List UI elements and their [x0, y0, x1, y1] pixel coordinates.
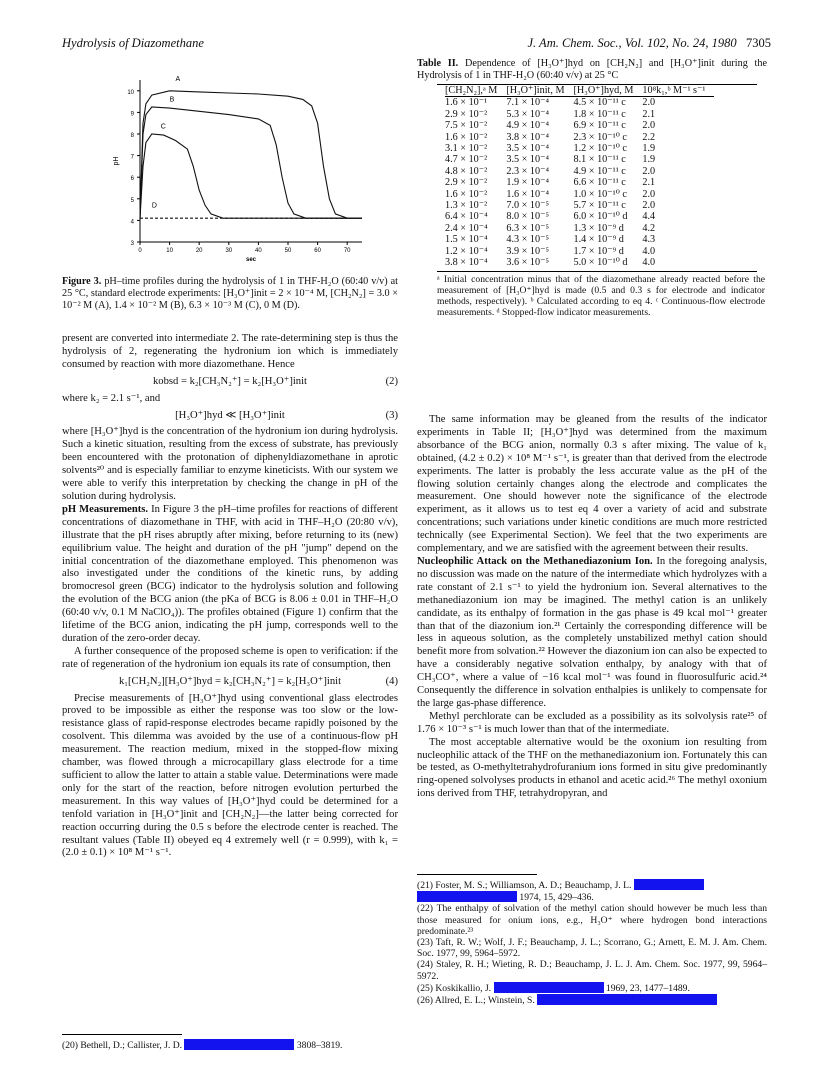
table-row: [445, 154, 714, 165]
table-cell: 4.2: [642, 222, 656, 234]
curve-label: A: [175, 76, 181, 84]
series-line-c: [140, 134, 362, 218]
footnote-21: (21) Foster, M. S.; Williamson, A. D.; Beauchamp, J. L. 1974, 15, 429–436.: [417, 879, 767, 903]
table-row: [445, 211, 714, 222]
figure-3-chart: [100, 72, 370, 272]
table-cell: 1.9 × 10⁻⁴: [506, 177, 550, 189]
table-cell: 8.0 × 10⁻⁵: [506, 211, 550, 223]
table-header-cell: [CH₂N₂],ᵃ M: [445, 85, 506, 97]
y-tick-label: 10: [127, 89, 134, 96]
equation-number: (2): [385, 375, 398, 387]
table-cell: 8.1 × 10⁻¹¹ c: [573, 154, 626, 166]
table-row: [445, 166, 714, 177]
table-row: [445, 257, 714, 268]
y-tick-label: 5: [130, 197, 134, 204]
table-cell: 1.3 × 10⁻⁹ d: [573, 222, 624, 234]
footnotes-left: [62, 1028, 398, 1051]
equation-body: k₁[CH₂N₂][H₃O⁺]hyd = k₂[CH₃N₂⁺] = k₂[H₃O⁺]init: [118, 675, 342, 687]
curve-label: B: [169, 96, 175, 104]
journal-name: J. Am. Chem. Soc.,: [527, 36, 622, 50]
table-note: ᵃ Initial concentration minus that of the diazomethane already reacted before the measurement of [H₃O⁺]hyd is made (0.5 and 0.3 s for electrode and indicator methods, respectively). ᵇ Calculated according to eq 4. ᶜ Continuous-flow electrode measurements. ᵈ Stopped-flow indicator measurements.: [437, 273, 765, 318]
table-cell: 1.9: [642, 143, 656, 155]
equation-number: (3): [385, 409, 398, 421]
table-cell: 2.1: [642, 177, 656, 189]
equation-body: [H₃O⁺]hyd ≪ [H₃O⁺]init: [175, 409, 285, 421]
table-cell: 6.9 × 10⁻¹¹ c: [573, 120, 626, 132]
x-tick-label: 40: [255, 248, 262, 254]
x-tick-label: 10: [166, 248, 173, 254]
table-cell: 3.1 × 10⁻²: [445, 143, 488, 155]
table-cell: 1.2 × 10⁻¹⁰ c: [573, 143, 627, 155]
table-cell: 4.9 × 10⁻⁴: [506, 120, 550, 132]
table-2-title: [417, 58, 767, 82]
table-cell: 4.3 × 10⁻⁵: [506, 234, 550, 246]
table-cell: 2.3 × 10⁻¹⁰ c: [573, 131, 627, 143]
journal-volume: Vol. 102, No. 24, 1980: [624, 36, 737, 50]
table-header-cell: [H₃O⁺]hyd, M: [574, 85, 643, 97]
page-number: 7305: [746, 36, 771, 50]
table-cell: 3.9 × 10⁻⁵: [506, 245, 550, 257]
footnote-23: (23) Taft, R. W.; Wolf, J. F.; Beauchamp, J. L.; Scorrano, G.; Arnett, E. M. J. Am. Chem. Soc. 1977, 99, 5964–5972.: [417, 937, 767, 960]
x-tick-label: 0: [138, 248, 142, 254]
left-column: [62, 333, 398, 860]
table-cell: 4.0: [642, 257, 656, 269]
table-cell: 1.6 × 10⁻²: [445, 188, 488, 200]
table-cell: 1.6 × 10⁻¹: [445, 97, 488, 109]
table-cell: 2.0: [642, 165, 656, 177]
curve-label: D: [151, 202, 157, 210]
x-tick-label: 20: [195, 248, 203, 254]
table-cell: 4.5 × 10⁻¹¹ c: [573, 97, 626, 109]
paragraph: where k₂ = 2.1 s⁻¹, and: [62, 392, 161, 404]
table-cell: 6.0 × 10⁻¹⁰ d: [573, 211, 628, 223]
table-cell: 3.5 × 10⁻⁴: [506, 154, 550, 166]
table-cell: 5.3 × 10⁻⁴: [506, 108, 550, 120]
table-cell: 3.6 × 10⁻⁵: [506, 257, 550, 269]
table-cell: 2.9 × 10⁻²: [445, 177, 488, 189]
equation-body: kobsd = k₂[CH₃N₂⁺] = k₂[H₃O⁺]init: [152, 375, 307, 387]
table-cell: 1.5 × 10⁻⁴: [445, 234, 488, 246]
table-cell: 4.3: [642, 234, 656, 246]
table-cell: 3.8 × 10⁻⁴: [445, 257, 488, 269]
table-cell: 4.0: [642, 245, 656, 257]
right-column: [417, 414, 767, 801]
footnote-rule: [417, 874, 537, 875]
table-cell: 2.4 × 10⁻⁴: [445, 222, 488, 234]
table-header-cell: 10⁸k₁,ᵇ M⁻¹ s⁻¹: [642, 85, 714, 97]
footnote-26: (26) Allred, E. L.; Winstein, S.: [417, 994, 767, 1006]
paragraph: present are converted into intermediate 2. The rate-determining step is thus the hydrolysis of 2, regenerating the hydronium ion which is immediately consumed by reaction with more diazomethane. Hence: [62, 333, 398, 370]
table-cell: 2.3 × 10⁻⁴: [506, 165, 550, 177]
section-heading: Nucleophilic Attack on the Methanediazonium Ion.: [417, 555, 653, 567]
figure-caption-label: Figure 3.: [62, 276, 102, 287]
equation-3: [62, 410, 398, 423]
table-cell: 2.1: [642, 108, 656, 120]
x-tick-label: 70: [343, 248, 351, 254]
series-line-b: [140, 107, 362, 218]
y-tick-label: 7: [130, 154, 134, 161]
data-table: [445, 85, 714, 269]
paragraph: Methyl perchlorate can be excluded as a possibility as its solvolysis rate²⁵ of 1.76 × 10⁻³ s⁻¹ is much lower than that of the intermediate.: [417, 710, 767, 735]
table-row: [445, 189, 714, 200]
equation-4: [62, 676, 398, 689]
table-cell: 5.7 × 10⁻¹¹ c: [573, 200, 626, 212]
paragraph-text: In Figure 3 the pH–time profiles for reactions of different concentrations of diazomethane in THF, with acid in THF–H₂O (20:80 v/v), illustrate that the pH rises abruptly after mixing, before returning to its (new) equilibrium value. The height and duration of the pH "jump" depend on the initial concentration of the diazomethane employed. This phenomenon was also investigated under the conditions of the kinetic runs, by adding bromocresol green (BCG) indicator to the hydrolysis solution and following the evolution of the BCG anion (the pKa of BCG is 8.06 ± 0.01 in THF–H₂O (60:40 v/v, 0.1 M NaClO₄)). The profiles obtained (Figure 1) confirm that the lifetime of the BCG anion, indicating the pH jump, corresponds well to the duration of the zero-order decay.: [62, 503, 398, 644]
footnotes-right: [417, 868, 767, 1006]
table-cell: 1.4 × 10⁻⁹ d: [573, 234, 624, 246]
table-cell: 3.5 × 10⁻⁴: [506, 143, 550, 155]
series-line-a: [140, 91, 362, 218]
table-cell: 6.4 × 10⁻⁴: [445, 211, 488, 223]
x-axis-label: sec: [245, 257, 257, 263]
table-cell: 2.0: [642, 120, 656, 132]
table-row: [445, 97, 714, 109]
table-row: [445, 200, 714, 211]
table-cell: 3.8 × 10⁻⁴: [506, 131, 550, 143]
table-cell: 4.8 × 10⁻²: [445, 165, 488, 177]
table-cell: 2.9 × 10⁻²: [445, 108, 488, 120]
table-header-cell: [H₃O⁺]init, M: [506, 85, 573, 97]
footnote-24: (24) Staley, R. H.; Wieting, R. D.; Beauchamp, J. L. J. Am. Chem. Soc. 1977, 99, 5964–5972.: [417, 959, 767, 982]
table-cell: 1.0 × 10⁻¹⁰ c: [573, 188, 627, 200]
paragraph-text: In the foregoing analysis, no discussion was made on the nature of the intermediate which hydrolyzes with a rate constant of 2.1 s⁻¹ to yield the hydronium ion. Several alternatives to the methanediazonium ion may be imagined. The methyl cation is an unlikely candidate, as its enthalpy of formation in the gas phase is 49 kcal mol⁻¹ greater than that of the diazonium ion.²¹ Certainly the corresponding difference will be less in aqueous solution, as the completely unstabilized methyl cation should benefit more from solvation.²² However the diazonium ion can also be expected to have a considerably negative solvation enthalpy, by analogy with that of CH₃CO⁺, where a value of −16 kcal mol⁻¹ was found in fluorosulfuric acid.²⁴ Consequently the difference in solvation enthalpies is unlikely to compensate for the large gas-phase difference.: [417, 555, 767, 709]
table-2: [417, 84, 767, 318]
redaction-box: [184, 1039, 294, 1050]
equation-2: [62, 376, 398, 389]
table-cell: 1.6 × 10⁻⁴: [506, 188, 550, 200]
y-tick-label: 9: [130, 111, 134, 118]
table-cell: 2.0: [642, 97, 656, 109]
paragraph: The same information may be gleaned from the results of the indicator experiments in Table II; [H₃O⁺]hyd was determined from the maximum absorbance of the BCG anion, normally 0.3 s after mixing. The value of k₁ obtained, (4.2 ± 0.2) × 10⁸ M⁻¹ s⁻¹, is greater than that derived from the electrode experiments. The latter is probably the less accurate value as the pH of the flowing solution certainly changes along the electrode and complicates the measurement. One should however note the significance of the electrode experiment, as it allows us to test eq 4 over a variety of acid and substrate concentrations; such variations under kinetic conditions are much more restricted technically (see Experimental Section). We feel that the two experiments are complementary, and we are satisfied with the agreement between their results.: [417, 414, 767, 555]
y-tick-label: 8: [130, 133, 134, 139]
y-tick-label: 4: [130, 219, 134, 226]
table-cell: 4.4: [642, 211, 656, 223]
y-tick-label: 6: [130, 176, 134, 183]
table-cell: 6.6 × 10⁻¹¹ c: [573, 177, 626, 189]
table-title-label: Table II.: [417, 58, 459, 69]
section-heading: pH Measurements.: [62, 503, 149, 515]
x-tick-label: 50: [284, 248, 292, 254]
table-row: [445, 120, 714, 131]
table-row: [445, 109, 714, 120]
table-cell: 2.2: [642, 131, 656, 143]
redaction-box: [494, 982, 604, 993]
table-row: [445, 132, 714, 143]
running-header-title: Hydrolysis of Diazomethane: [62, 36, 204, 50]
table-row: [445, 234, 714, 245]
paragraph: The most acceptable alternative would be the oxonium ion resulting from nucleophilic attack of the THF on the methanediazonium ion. Fortunately this can be tested, as O-methyltetrahydrofuranium ions formed in situ give predominantly ring-opened solvolyses products in ethanol and acetic acid.²⁶ The methyl oxonium ions derived from THF, tetrahydropyran, and: [417, 736, 767, 800]
footnote-rule: [62, 1034, 182, 1035]
table-cell: 4.7 × 10⁻²: [445, 154, 488, 166]
x-tick-label: 30: [225, 248, 233, 254]
table-cell: 1.8 × 10⁻¹¹ c: [573, 108, 626, 120]
table-row: [445, 223, 714, 234]
footnote-20: (20) Bethell, D.; Callister, J. D. 3808–3819.: [62, 1040, 343, 1051]
redaction-box: [537, 994, 717, 1005]
table-cell: 7.0 × 10⁻⁵: [506, 200, 550, 212]
table-cell: 1.9: [642, 154, 656, 166]
x-tick-label: 60: [314, 248, 321, 254]
redaction-box: [634, 879, 704, 890]
table-cell: 2.0: [642, 188, 656, 200]
table-row: [445, 246, 714, 257]
figure-caption-text: pH–time profiles during the hydrolysis of 1 in THF-H₂O (60:40 v/v) at 25 °C, standard electrode experiments: [H₃O⁺]init = 2 × 10⁻⁴ M, [CH₂N₂] = 3.0 × 10⁻² M (A), 1.4 × 10⁻² M (B), 6.3 × 10⁻³ M (C), 0 M (D).: [62, 276, 399, 311]
curve-label: C: [160, 123, 166, 131]
table-cell: 1.7 × 10⁻⁹ d: [573, 245, 624, 257]
table-row: [445, 143, 714, 154]
table-cell: 6.3 × 10⁻⁵: [506, 222, 550, 234]
paragraph: where [H₃O⁺]hyd is the concentration of the hydronium ion during hydrolysis. Such a kinetic situation, resulting from the excess of substrate, has previously been encountered with the protonation of diphenyldiazomethane in aprotic solvents²⁰ and is especially familiar to enzyme kineticists. With our system we were able to verify this interpretation by checking the change in pH of the solution during hydrolysis.: [62, 426, 398, 502]
table-cell: 1.6 × 10⁻²: [445, 131, 488, 143]
table-cell: 5.0 × 10⁻¹⁰ d: [573, 257, 628, 269]
redaction-box: [417, 891, 517, 902]
table-cell: 7.1 × 10⁻⁴: [506, 97, 550, 109]
figure-3-caption: [62, 276, 398, 311]
table-cell: 1.2 × 10⁻⁴: [445, 245, 488, 257]
paragraph: A further consequence of the proposed scheme is open to verification: if the rate of regeneration of the hydronium ion equals its rate of consumption, then: [62, 645, 398, 670]
table-cell: 1.3 × 10⁻²: [445, 200, 488, 212]
y-tick-label: 3: [130, 241, 134, 247]
table-cell: 2.0: [642, 200, 656, 212]
table-title-text: Dependence of [H₃O⁺]hyd on [CH₂N₂] and [H₃O⁺]init during the Hydrolysis of 1 in THF-H₂O (60:40 v/v) at 25 °C: [417, 58, 767, 81]
table-cell: 7.5 × 10⁻²: [445, 120, 488, 132]
table-row: [445, 177, 714, 188]
y-axis-label: pH: [113, 156, 120, 166]
footnote-22: (22) The enthalpy of solvation of the methyl cation should however be much less than those measured for onium ions, e.g., H₃O⁺ where hydrogen bond interactions predominate.²³: [417, 903, 767, 937]
footnote-25: (25) Koskikallio, J. 1969, 23, 1477–1489.: [417, 982, 690, 994]
running-header-citation: [527, 36, 771, 51]
equation-number: (4): [385, 675, 398, 687]
paragraph: Precise measurements of [H₃O⁺]hyd using conventional glass electrodes proved to be impossible as either the response was too slow or the low-resistance glass of rapid-response electrodes became rapidly poisoned by the cosolvent. This dilemma was avoided by the use of a continuous-flow pH measurement. The reaction medium, mixed in the stopped-flow mixing chamber, was flowed through a microcapillary glass electrode for a time sufficient to allow the latter to attain a stable value. Determinations were made only for the start of the reaction, before nitrogen evolution perturbed the measurement. In this way values of [H₃O⁺]hyd could be determined for a tenfold variation in [H₃O⁺]init and [CH₂N₂]—the latter being corrected for reaction occurring during the 0.5 s before the electrode center is reached. The resultant values (Table II) obeyed eq 4 extremely well (r = 0.999), with k₁ = (2.0 ± 0.1) × 10⁸ M⁻¹ s⁻¹.: [62, 692, 398, 859]
table-cell: 4.9 × 10⁻¹¹ c: [573, 165, 626, 177]
